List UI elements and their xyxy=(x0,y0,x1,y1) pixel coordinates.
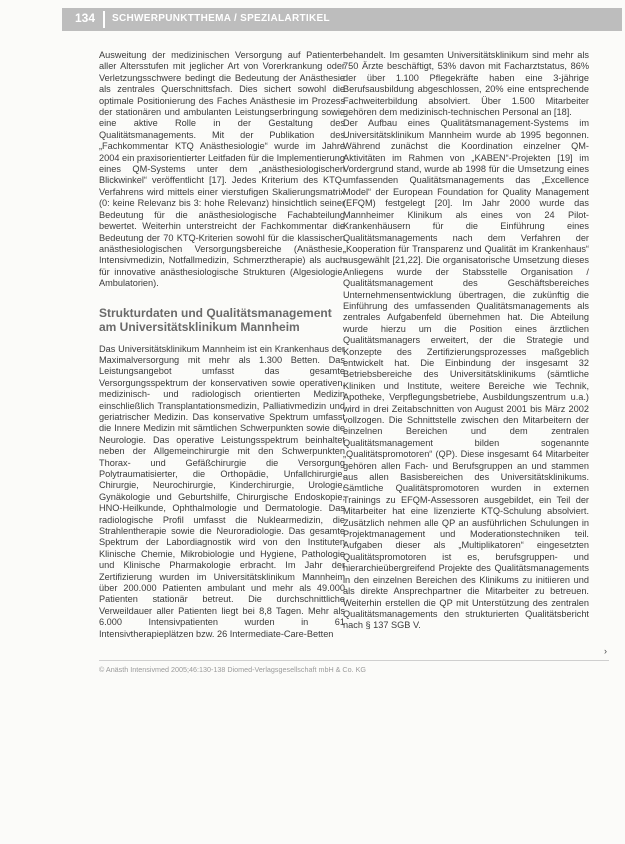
continuation-arrow-icon: › xyxy=(604,646,607,656)
header-divider xyxy=(103,11,105,28)
running-head-title: SCHWERPUNKTTHEMA / SPEZIALARTIKEL xyxy=(112,13,330,24)
left-column xyxy=(99,50,345,640)
page-number: 134 xyxy=(75,11,96,25)
left-paragraph-2: Das Universitätsklinikum Mannheim ist ein Krankenhaus der Maximalversorgung mit mehr als 1.300 Betten. Das Leistungsangebot umfasst das gesamte Versorgungsspektrum der konservativen sowie operativen, medizinisch- und radiologisch orientierten Medizin einschließlich Transplantationsmedizin, Palliativmedizin und geriatrischer Medizin. Das konservative Spektrum umfasst die Innere Medizin mit sämtlichen Schwerpunkten sowie die Neurologie. Das operative Leistungsspektrum beinhaltet neben der Allgemeinchirurgie mit den Schwerpunkten Thorax- und Gefäßchirurgie die Versorgung Polytraumatisierter, die Orthopädie, Unfallchirurgie, Chirurgie, Neurochirurgie, Kinderchirurgie, Urologie, Gynäkologie und Geburtshilfe, Chirurgische Endoskopie, HNO-Heilkunde, Ophthalmologie und Dermatologie. Das radiologische Profil umfasst die Nuklearmedizin, die Strahlentherapie sowie die Neuroradiologie. Das gesamte Spektrum der Labordiagnostik wird von den Instituten Klinische Chemie, Mikrobiologie und Hygiene, Pathologie und Klinische Pharmakologie erbracht. Im Jahr der Zertifizierung wurden im Universitätsklinikum Mannheim über 200.000 Patienten ambulant und mehr als 49.000 Patienten stationär betreut. Die durchschnittliche Verweildauer aller Patienten liegt bei 8,8 Tagen. Mehr als 6.000 Intensivpatienten wurden in 61 Intensivtherapieplätzen bzw. 26 Intermediate-Care-Betten xyxy=(99,343,345,639)
right-paragraph-1: behandelt. Im gesamten Universitätsklinikum sind mehr als 750 Ärzte beschäftigt, 53% davon mit Facharztstatus, 86% der über 1.100 Pflegekräfte haben eine 3-jährige Berufsausbildung abgeschlossen, 20% eine entsprechende Fachweiterbildung absolviert. Über 1.500 Mitarbeiter gehören dem medizinisch-technischen Personal an [18]. xyxy=(343,50,589,118)
right-paragraph-2: Der Aufbau eines Qualitätsmanagement-Systems im Universitätsklinikum Mannheim wurde ab 1995 begonnen. Während zunächst die Koordination einzelner QM-Aktivitäten im Rahmen von „KABEN“-Projekten [19] im Vordergrund stand, wurde ab 1998 für die Umsetzung eines umfassenden Qualitätsmanagements das „Excellence Model“ der European Foundation for Quality Management (EFQM) festgelegt [20]. Im Jahr 2000 wurde das Mannheimer Klinikum als eines von 24 Pilot-Krankenhäusern für die Einführung eines Qualitätsmanagements nach dem Verfahren der „Kooperation für Transparenz und Qualität im Krankenhaus“ ausgewählt [21,22]. Die organisatorische Umsetzung dieses Anliegens wurde der Stabsstelle Organisation / Qualitätsmanagement des Geschäftsbereiches Unternehmensentwicklung übertragen, die zukünftig die Einführung des umfassenden Qualitätsmanagements als zentrales Aufgabenfeld übernehmen hat. Die Abteilung wurde hierzu um die Position eines ärztlichen Qualitätsmanagers erweitert, der die Strategie und Konzepte des Zertifizierungsprozesses maßgeblich entwickelt hat. Die Einbindung der insgesamt 32 Betriebsbereiche des Universitätsklinikums (sämtliche Kliniken und Institute, weitere Bereiche wie Technik, Apotheke, Verpflegungsbetriebe, Ausbildungszentrum u.a.) wird in drei Zeitabschnitten von August 2001 bis März 2002 vollzogen. Die Schnittstelle zwischen den Mitarbeitern der einzelnen Bereichen und dem zentralen Qualitätsmanagement bilden sogenannte „Qualitätspromotoren“ (QP). Diese insgesamt 64 Mitarbeiter gehören allen Fach- und Berufsgruppen an und stammen aus allen Basisbereichen des Universitätsklinikums. Sämtliche Qualitätspromotoren wurden in externen Trainings zu EFQM-Assessoren ausgebildet, ein Teil der Mitarbeiter hat eine lizenzierte KTQ-Schulung absolviert. Zusätzlich nehmen alle QP an ausführlichen Schulungen in Projektmanagement und Moderationstechniken teil. Aufgaben dieser als „Multiplikatoren“ eingesetzten Qualitätspromotoren ist es, berufsgruppen- und hierarchieübergreifend Projekte des Qualitätsmanagements in den einzelnen Bereichen des Klinikums zu initiieren und als direkte Ansprechpartner die Mitarbeiter zu betreuen. Weiterhin erstellen die QP mit Unterstützung des zentralen Qualitätsmanagements den strukturierten Qualitätsbericht nach § 137 SGB V. xyxy=(343,118,589,631)
right-column xyxy=(343,50,589,632)
footer-citation: © Anästh Intensivmed 2005;46:130-138 Diomed-Verlagsgesellschaft mbH & Co. KG xyxy=(99,665,366,674)
footer-divider xyxy=(99,660,609,661)
section-heading: Strukturdaten und Qualitätsmanagement am Universitätsklinikum Mannheim xyxy=(99,305,332,334)
left-paragraph-1: Ausweitung der medizinischen Versorgung auf Patienten aller Altersstufen mit jeglicher Art von Vorerkrankung oder Verletzungsschwere bedingt die Bedeutung der Anästhesie als zentrales Querschnittsfach. Dies sichert sowohl die optimale Positionierung des Faches Anästhesie im Prozess der stationären und ambulanten Leistungserbringung sowie eine aktive Rolle in der Gestaltung des Qualitätsmanagements. Mit der Publikation des „Fachkommentar KTQ Anästhesiologie“ wurde im Jahre 2004 ein praxisorientierter Leitfaden für die Implementierung eines QM-Systems unter dem „anästhesiologischen Blickwinkel“ veröffentlicht [17]. Jedes Kriterium des KTQ-Verfahrens wird mittels einer vierstufigen Skalierungsmatrix (0: keine Relevanz bis 3: hohe Relevanz) hinsichtlich seiner Bedeutung für die anästhesiologische Fachabteilung bewertet. Weiterhin unterstreicht der Fachkommentar die Bedeutung der 70 KTQ-Kriterien sowohl für die klassischen anästhesiologischen Versorgungsbereiche (Anästhesie, Intensivmedizin, Notfallmedizin, Schmerztherapie) als auch für innovative anästhesiologische Strukturen (Algesiologie, Ambulatorien). xyxy=(99,50,345,289)
